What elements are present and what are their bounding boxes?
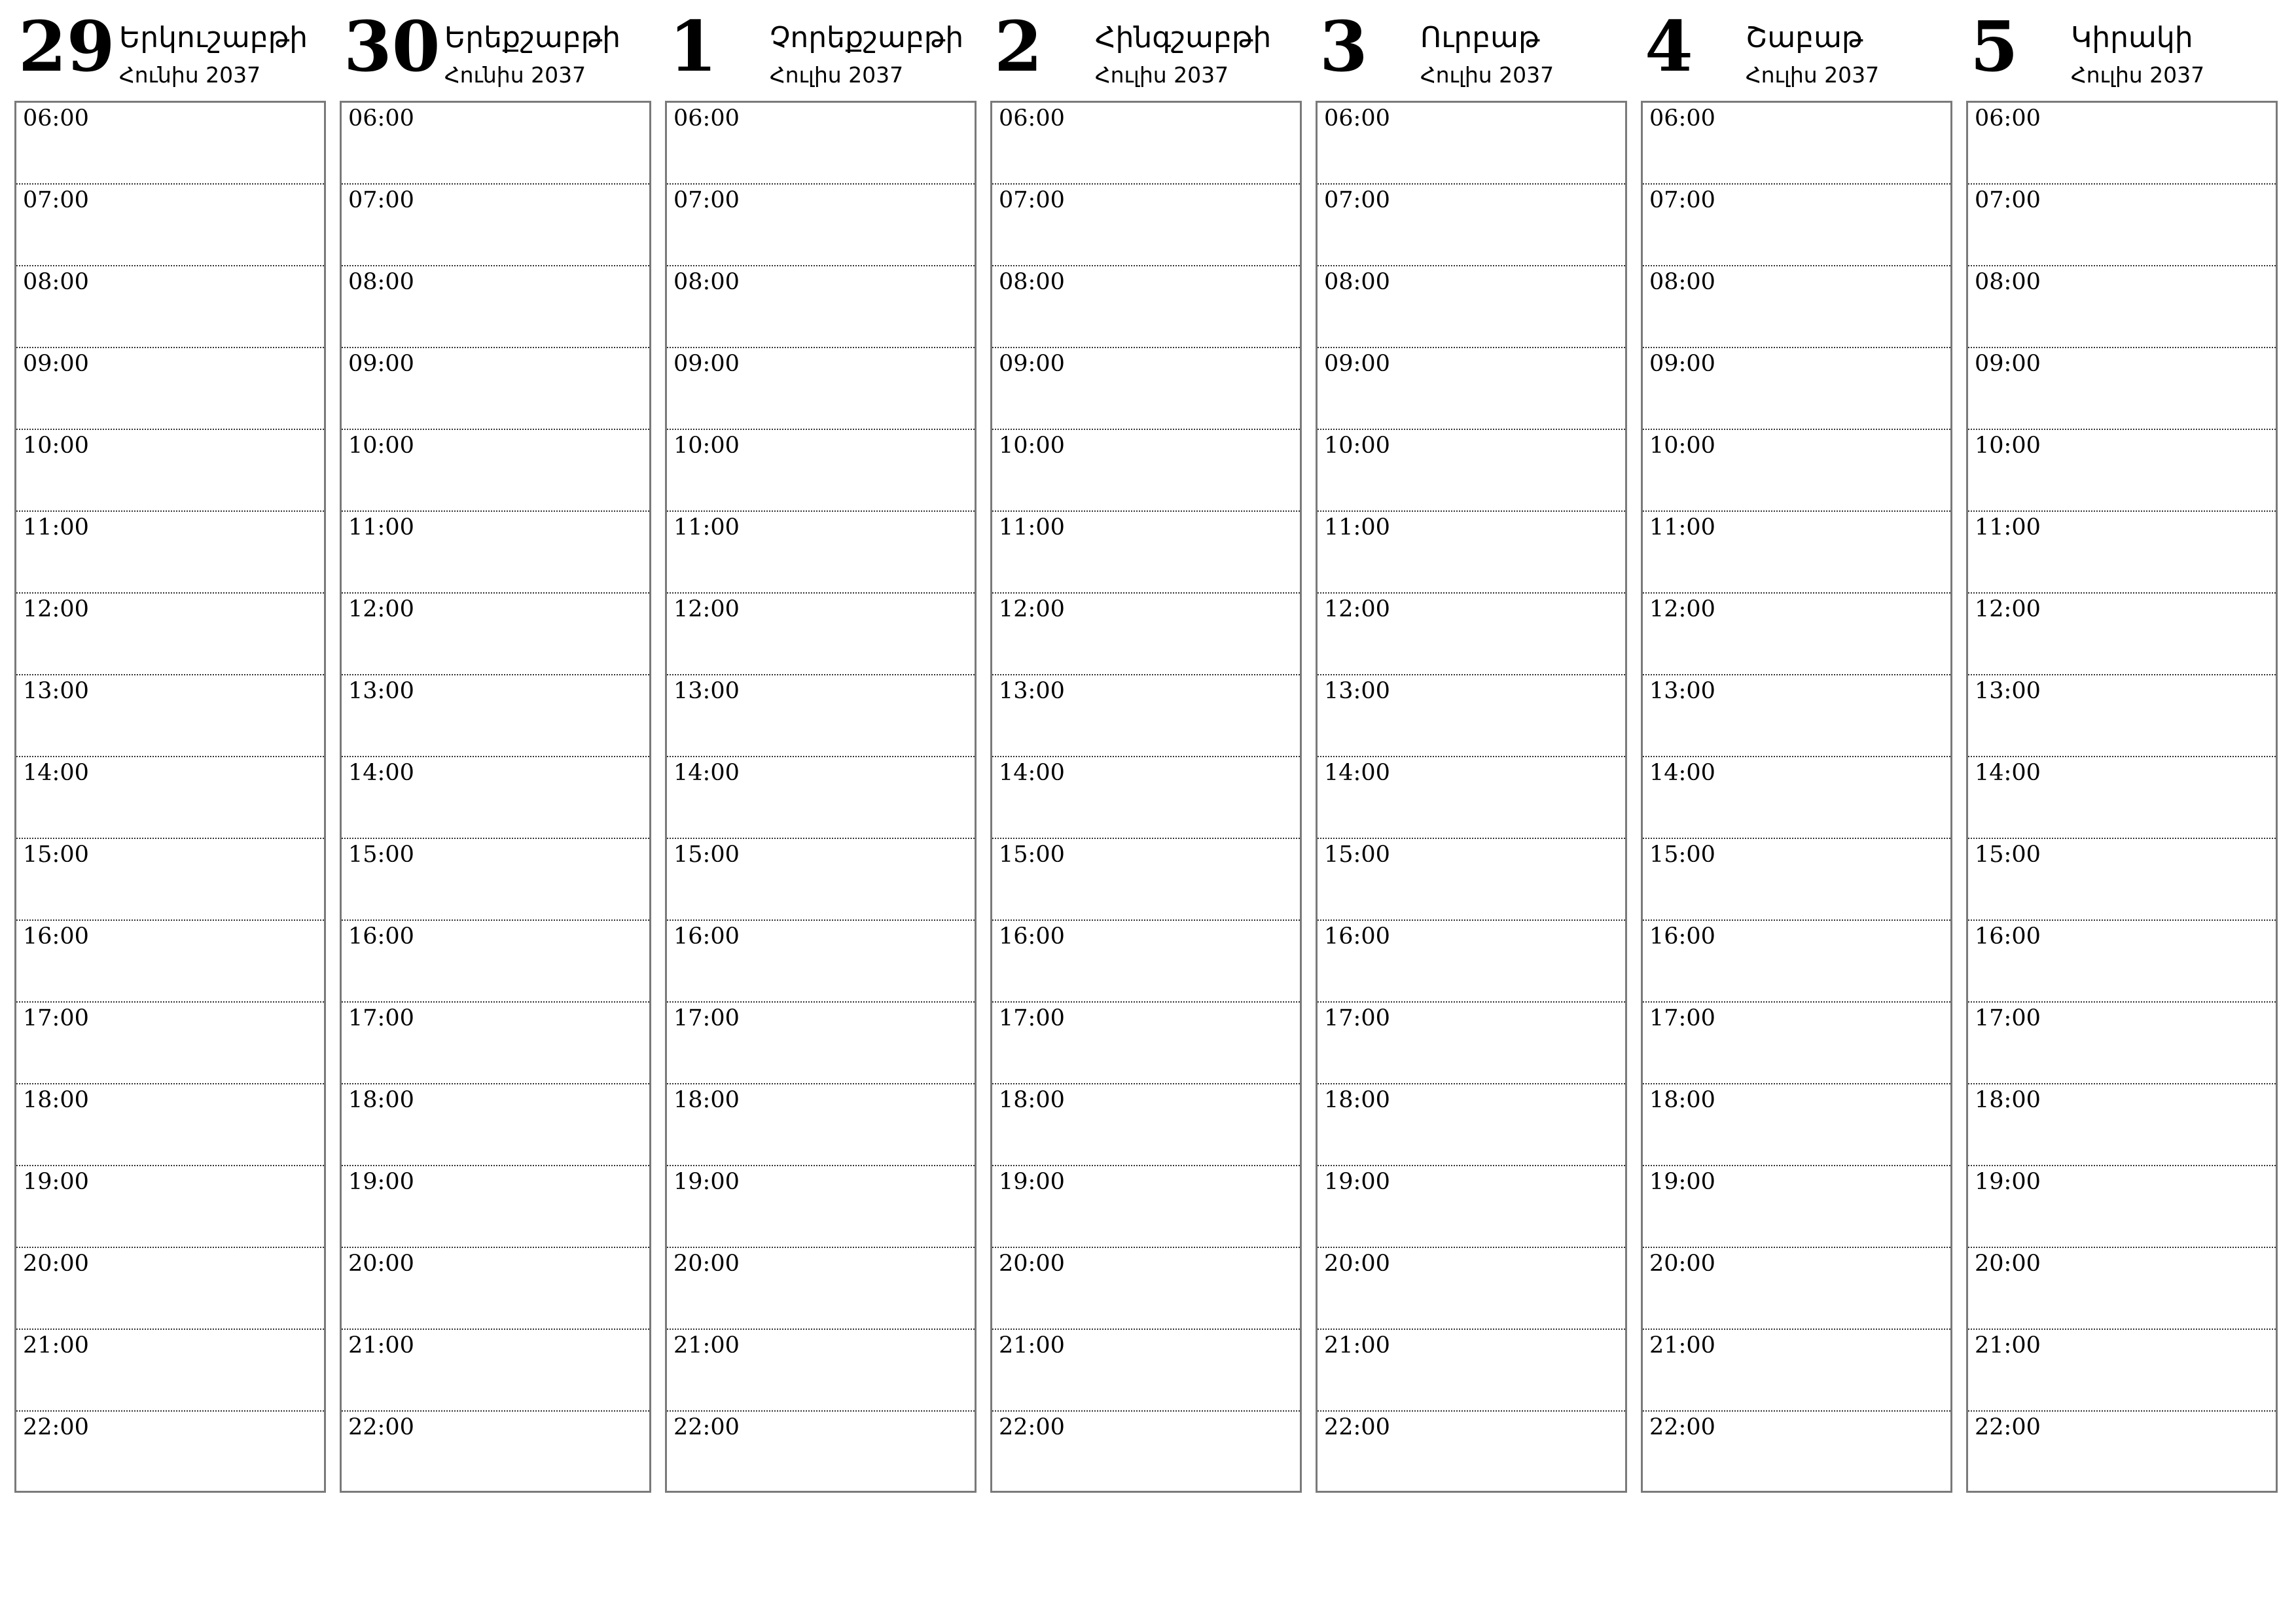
hour-slot <box>992 185 1300 266</box>
hour-label: 21:00 <box>1649 1332 1715 1359</box>
hour-label: 22:00 <box>1324 1414 1390 1440</box>
hour-slot <box>667 185 975 266</box>
hour-label: 11:00 <box>348 514 414 541</box>
hour-label: 20:00 <box>1649 1251 1715 1277</box>
month-year: Հուլիս 2037 <box>1746 62 1880 88</box>
hour-label: 08:00 <box>348 269 414 295</box>
hour-slot <box>16 921 324 1003</box>
day-header <box>1966 0 2280 98</box>
hour-slot <box>1643 348 1950 430</box>
hour-slot <box>1318 675 1625 757</box>
hour-label: 19:00 <box>1975 1169 2041 1195</box>
hour-label: 09:00 <box>673 351 740 377</box>
hour-label: 12:00 <box>1975 596 2041 622</box>
hour-slot <box>667 757 975 839</box>
hour-label: 08:00 <box>1324 269 1390 295</box>
hour-slot <box>992 512 1300 594</box>
hour-slot <box>342 1412 649 1493</box>
hour-label: 17:00 <box>1649 1005 1715 1031</box>
hour-label: 11:00 <box>673 514 740 541</box>
month-year: Հուլիս 2037 <box>2071 62 2205 88</box>
hour-slot <box>1318 512 1625 594</box>
hour-label: 18:00 <box>673 1087 740 1113</box>
hour-slot <box>1318 348 1625 430</box>
hour-slot <box>1968 348 2276 430</box>
hour-label: 13:00 <box>23 678 89 704</box>
day-number: 30 <box>344 5 440 87</box>
day-schedule-box <box>14 101 326 1493</box>
hour-slot <box>1643 1248 1950 1330</box>
hour-slot <box>1643 594 1950 675</box>
day-header <box>340 0 654 98</box>
hour-label: 11:00 <box>23 514 89 541</box>
hour-slot <box>667 512 975 594</box>
hour-label: 10:00 <box>1975 433 2041 459</box>
hour-slot <box>16 1003 324 1084</box>
hour-slot <box>342 594 649 675</box>
hour-label: 15:00 <box>999 842 1065 868</box>
hour-label: 21:00 <box>348 1332 414 1359</box>
hour-slot <box>992 1248 1300 1330</box>
hour-slot <box>667 266 975 348</box>
hour-slot <box>992 1166 1300 1248</box>
day-schedule-box <box>1316 101 1627 1493</box>
hour-slot <box>667 675 975 757</box>
hour-label: 10:00 <box>23 433 89 459</box>
hour-label: 07:00 <box>23 187 89 213</box>
hour-label: 16:00 <box>673 923 740 950</box>
hour-slot <box>992 594 1300 675</box>
hour-slot <box>16 757 324 839</box>
hour-label: 22:00 <box>23 1414 89 1440</box>
hour-slot <box>1968 1084 2276 1166</box>
hour-label: 07:00 <box>1324 187 1390 213</box>
day-schedule-box <box>1966 101 2278 1493</box>
hour-label: 15:00 <box>23 842 89 868</box>
hour-slot <box>1643 1166 1950 1248</box>
hour-label: 20:00 <box>673 1251 740 1277</box>
hour-slot <box>342 1248 649 1330</box>
hour-slot <box>1643 1003 1950 1084</box>
hour-label: 12:00 <box>673 596 740 622</box>
hour-slot <box>16 103 324 185</box>
hour-slot <box>1318 430 1625 512</box>
hour-label: 09:00 <box>23 351 89 377</box>
hour-slot <box>1643 430 1950 512</box>
hour-label: 15:00 <box>673 842 740 868</box>
hour-label: 21:00 <box>999 1332 1065 1359</box>
hour-label: 10:00 <box>1324 433 1390 459</box>
hour-label: 17:00 <box>1975 1005 2041 1031</box>
hour-slot <box>1318 266 1625 348</box>
hour-label: 19:00 <box>23 1169 89 1195</box>
day-schedule-box <box>990 101 1302 1493</box>
hour-slot <box>1968 757 2276 839</box>
hour-label: 12:00 <box>23 596 89 622</box>
hour-slot <box>1643 1330 1950 1412</box>
hour-slot <box>342 266 649 348</box>
hour-label: 09:00 <box>1324 351 1390 377</box>
hour-slot <box>1968 430 2276 512</box>
hour-slot <box>342 512 649 594</box>
hour-slot <box>1643 266 1950 348</box>
hour-slot <box>1968 266 2276 348</box>
hour-slot <box>992 1084 1300 1166</box>
hour-slot <box>1318 1003 1625 1084</box>
hour-label: 19:00 <box>1649 1169 1715 1195</box>
hour-label: 16:00 <box>1975 923 2041 950</box>
hour-label: 06:00 <box>999 105 1065 132</box>
hour-label: 20:00 <box>999 1251 1065 1277</box>
hour-label: 15:00 <box>1324 842 1390 868</box>
day-header <box>14 0 329 98</box>
weekday-name: Ուրբաթ <box>1420 21 1540 54</box>
day-schedule-box <box>1641 101 1952 1493</box>
hour-slot <box>1968 675 2276 757</box>
hour-slot <box>16 348 324 430</box>
hour-slot <box>1318 839 1625 921</box>
hour-slot <box>667 839 975 921</box>
hour-slot <box>16 266 324 348</box>
hour-label: 14:00 <box>1649 760 1715 786</box>
hour-label: 17:00 <box>999 1005 1065 1031</box>
hour-slot <box>342 430 649 512</box>
hour-label: 06:00 <box>1975 105 2041 132</box>
hour-label: 17:00 <box>673 1005 740 1031</box>
hour-slot <box>667 594 975 675</box>
hour-label: 16:00 <box>1324 923 1390 950</box>
hour-label: 16:00 <box>1649 923 1715 950</box>
hour-slot <box>16 839 324 921</box>
day-number: 2 <box>994 5 1043 87</box>
weekday-name: Շաբաթ <box>1746 21 1863 54</box>
hour-slot <box>992 266 1300 348</box>
hour-slot <box>16 1084 324 1166</box>
hour-label: 20:00 <box>23 1251 89 1277</box>
hour-slot <box>1318 1166 1625 1248</box>
day-schedule-box <box>665 101 977 1493</box>
hour-slot <box>1968 103 2276 185</box>
month-year: Հունիս 2037 <box>444 62 586 88</box>
hour-label: 13:00 <box>999 678 1065 704</box>
hour-label: 22:00 <box>1975 1414 2041 1440</box>
hour-slot <box>1643 103 1950 185</box>
hour-slot <box>342 348 649 430</box>
hour-slot <box>992 1330 1300 1412</box>
hour-label: 22:00 <box>348 1414 414 1440</box>
hour-slot <box>992 757 1300 839</box>
hour-slot <box>667 1412 975 1493</box>
hour-label: 10:00 <box>999 433 1065 459</box>
day-schedule-box <box>340 101 651 1493</box>
hour-slot <box>342 1084 649 1166</box>
hour-label: 14:00 <box>348 760 414 786</box>
hour-label: 18:00 <box>348 1087 414 1113</box>
hour-slot <box>992 675 1300 757</box>
hour-slot <box>1968 512 2276 594</box>
hour-label: 06:00 <box>1649 105 1715 132</box>
hour-slot <box>667 1003 975 1084</box>
hour-slot <box>342 1166 649 1248</box>
hour-label: 22:00 <box>673 1414 740 1440</box>
weekday-name: Կիրակի <box>2071 21 2193 54</box>
hour-slot <box>992 1412 1300 1493</box>
hour-slot <box>16 512 324 594</box>
hour-label: 13:00 <box>1324 678 1390 704</box>
day-number: 29 <box>18 5 115 87</box>
hour-label: 06:00 <box>1324 105 1390 132</box>
hour-label: 16:00 <box>999 923 1065 950</box>
hour-slot <box>992 1003 1300 1084</box>
hour-slot <box>342 757 649 839</box>
hour-label: 10:00 <box>673 433 740 459</box>
hour-label: 09:00 <box>1649 351 1715 377</box>
hour-slot <box>1643 757 1950 839</box>
hour-label: 09:00 <box>348 351 414 377</box>
hour-label: 17:00 <box>23 1005 89 1031</box>
hour-slot <box>1968 839 2276 921</box>
hour-label: 18:00 <box>1324 1087 1390 1113</box>
hour-slot <box>342 675 649 757</box>
hour-slot <box>342 103 649 185</box>
hour-label: 11:00 <box>1975 514 2041 541</box>
hour-slot <box>992 348 1300 430</box>
hour-label: 15:00 <box>1649 842 1715 868</box>
hour-slot <box>1318 1412 1625 1493</box>
hour-slot <box>1643 921 1950 1003</box>
day-number: 3 <box>1319 5 1368 87</box>
hour-label: 07:00 <box>1975 187 2041 213</box>
hour-slot <box>1643 1412 1950 1493</box>
hour-slot <box>1968 1003 2276 1084</box>
day-header <box>1641 0 1955 98</box>
hour-slot <box>1643 675 1950 757</box>
day-number: 5 <box>1970 5 2018 87</box>
hour-slot <box>1318 921 1625 1003</box>
hour-slot <box>16 675 324 757</box>
hour-label: 18:00 <box>23 1087 89 1113</box>
hour-slot <box>1643 512 1950 594</box>
hour-label: 08:00 <box>999 269 1065 295</box>
hour-slot <box>992 430 1300 512</box>
hour-slot <box>1643 839 1950 921</box>
weekday-name: Հինգշաբթի <box>1095 21 1272 54</box>
hour-slot <box>667 103 975 185</box>
hour-slot <box>1643 1084 1950 1166</box>
hour-slot <box>1318 757 1625 839</box>
hour-slot <box>342 1330 649 1412</box>
hour-label: 21:00 <box>23 1332 89 1359</box>
hour-label: 09:00 <box>999 351 1065 377</box>
hour-label: 06:00 <box>348 105 414 132</box>
hour-label: 13:00 <box>348 678 414 704</box>
hour-label: 12:00 <box>348 596 414 622</box>
hour-label: 19:00 <box>1324 1169 1390 1195</box>
hour-slot <box>992 921 1300 1003</box>
hour-slot <box>667 1248 975 1330</box>
hour-label: 07:00 <box>673 187 740 213</box>
hour-label: 18:00 <box>1975 1087 2041 1113</box>
hour-slot <box>342 1003 649 1084</box>
hour-label: 12:00 <box>1649 596 1715 622</box>
hour-label: 22:00 <box>999 1414 1065 1440</box>
hour-slot <box>16 1166 324 1248</box>
hour-label: 22:00 <box>1649 1414 1715 1440</box>
hour-slot <box>342 185 649 266</box>
hour-label: 12:00 <box>999 596 1065 622</box>
hour-label: 12:00 <box>1324 596 1390 622</box>
hour-label: 21:00 <box>673 1332 740 1359</box>
hour-label: 09:00 <box>1975 351 2041 377</box>
hour-slot <box>1318 1330 1625 1412</box>
hour-slot <box>1968 1248 2276 1330</box>
hour-label: 07:00 <box>348 187 414 213</box>
hour-label: 08:00 <box>1649 269 1715 295</box>
hour-label: 14:00 <box>1324 760 1390 786</box>
month-year: Հուլիս 2037 <box>1095 62 1229 88</box>
hour-label: 08:00 <box>23 269 89 295</box>
hour-slot <box>16 185 324 266</box>
hour-slot <box>1318 1084 1625 1166</box>
month-year: Հուլիս 2037 <box>1420 62 1554 88</box>
hour-slot <box>16 1412 324 1493</box>
hour-label: 15:00 <box>348 842 414 868</box>
hour-slot <box>667 1166 975 1248</box>
hour-label: 19:00 <box>999 1169 1065 1195</box>
hour-slot <box>667 348 975 430</box>
hour-slot <box>16 1248 324 1330</box>
hour-slot <box>667 921 975 1003</box>
hour-slot <box>992 839 1300 921</box>
hour-slot <box>1318 594 1625 675</box>
hour-label: 18:00 <box>999 1087 1065 1113</box>
hour-label: 08:00 <box>1975 269 2041 295</box>
hour-label: 21:00 <box>1324 1332 1390 1359</box>
hour-slot <box>1968 1166 2276 1248</box>
hour-label: 18:00 <box>1649 1087 1715 1113</box>
day-header <box>1316 0 1630 98</box>
hour-slot <box>1968 185 2276 266</box>
hour-slot <box>16 430 324 512</box>
hour-label: 15:00 <box>1975 842 2041 868</box>
hour-label: 10:00 <box>348 433 414 459</box>
hour-label: 16:00 <box>348 923 414 950</box>
hour-label: 10:00 <box>1649 433 1715 459</box>
hour-label: 14:00 <box>673 760 740 786</box>
hour-label: 06:00 <box>23 105 89 132</box>
hour-slot <box>16 594 324 675</box>
hour-label: 08:00 <box>673 269 740 295</box>
hour-slot <box>1968 1412 2276 1493</box>
hour-slot <box>16 1330 324 1412</box>
hour-label: 06:00 <box>673 105 740 132</box>
hour-label: 20:00 <box>1324 1251 1390 1277</box>
hour-label: 14:00 <box>1975 760 2041 786</box>
hour-label: 19:00 <box>673 1169 740 1195</box>
hour-label: 11:00 <box>999 514 1065 541</box>
hour-label: 21:00 <box>1975 1332 2041 1359</box>
month-year: Հուլիս 2037 <box>770 62 904 88</box>
weekday-name: Երեքշաբթի <box>444 21 621 54</box>
hour-label: 13:00 <box>673 678 740 704</box>
hour-slot <box>1318 185 1625 266</box>
hour-label: 14:00 <box>999 760 1065 786</box>
hour-slot <box>1968 594 2276 675</box>
day-number: 4 <box>1645 5 1693 87</box>
hour-label: 17:00 <box>348 1005 414 1031</box>
hour-slot <box>1968 1330 2276 1412</box>
hour-label: 19:00 <box>348 1169 414 1195</box>
hour-slot <box>667 1084 975 1166</box>
hour-slot <box>667 1330 975 1412</box>
hour-slot <box>667 430 975 512</box>
month-year: Հունիս 2037 <box>119 62 261 88</box>
weekday-name: Չորեքշաբթի <box>770 21 964 54</box>
day-number: 1 <box>669 5 717 87</box>
hour-slot <box>992 103 1300 185</box>
hour-label: 13:00 <box>1649 678 1715 704</box>
hour-label: 13:00 <box>1975 678 2041 704</box>
hour-label: 11:00 <box>1649 514 1715 541</box>
hour-label: 07:00 <box>999 187 1065 213</box>
hour-slot <box>1643 185 1950 266</box>
day-header <box>665 0 979 98</box>
hour-slot <box>1318 103 1625 185</box>
hour-label: 16:00 <box>23 923 89 950</box>
day-header <box>990 0 1304 98</box>
hour-label: 20:00 <box>348 1251 414 1277</box>
weekday-name: Երկուշաբթի <box>119 21 308 54</box>
hour-label: 20:00 <box>1975 1251 2041 1277</box>
hour-label: 17:00 <box>1324 1005 1390 1031</box>
hour-label: 14:00 <box>23 760 89 786</box>
hour-slot <box>342 921 649 1003</box>
hour-label: 11:00 <box>1324 514 1390 541</box>
hour-label: 07:00 <box>1649 187 1715 213</box>
hour-slot <box>1968 921 2276 1003</box>
hour-slot <box>342 839 649 921</box>
hour-slot <box>1318 1248 1625 1330</box>
